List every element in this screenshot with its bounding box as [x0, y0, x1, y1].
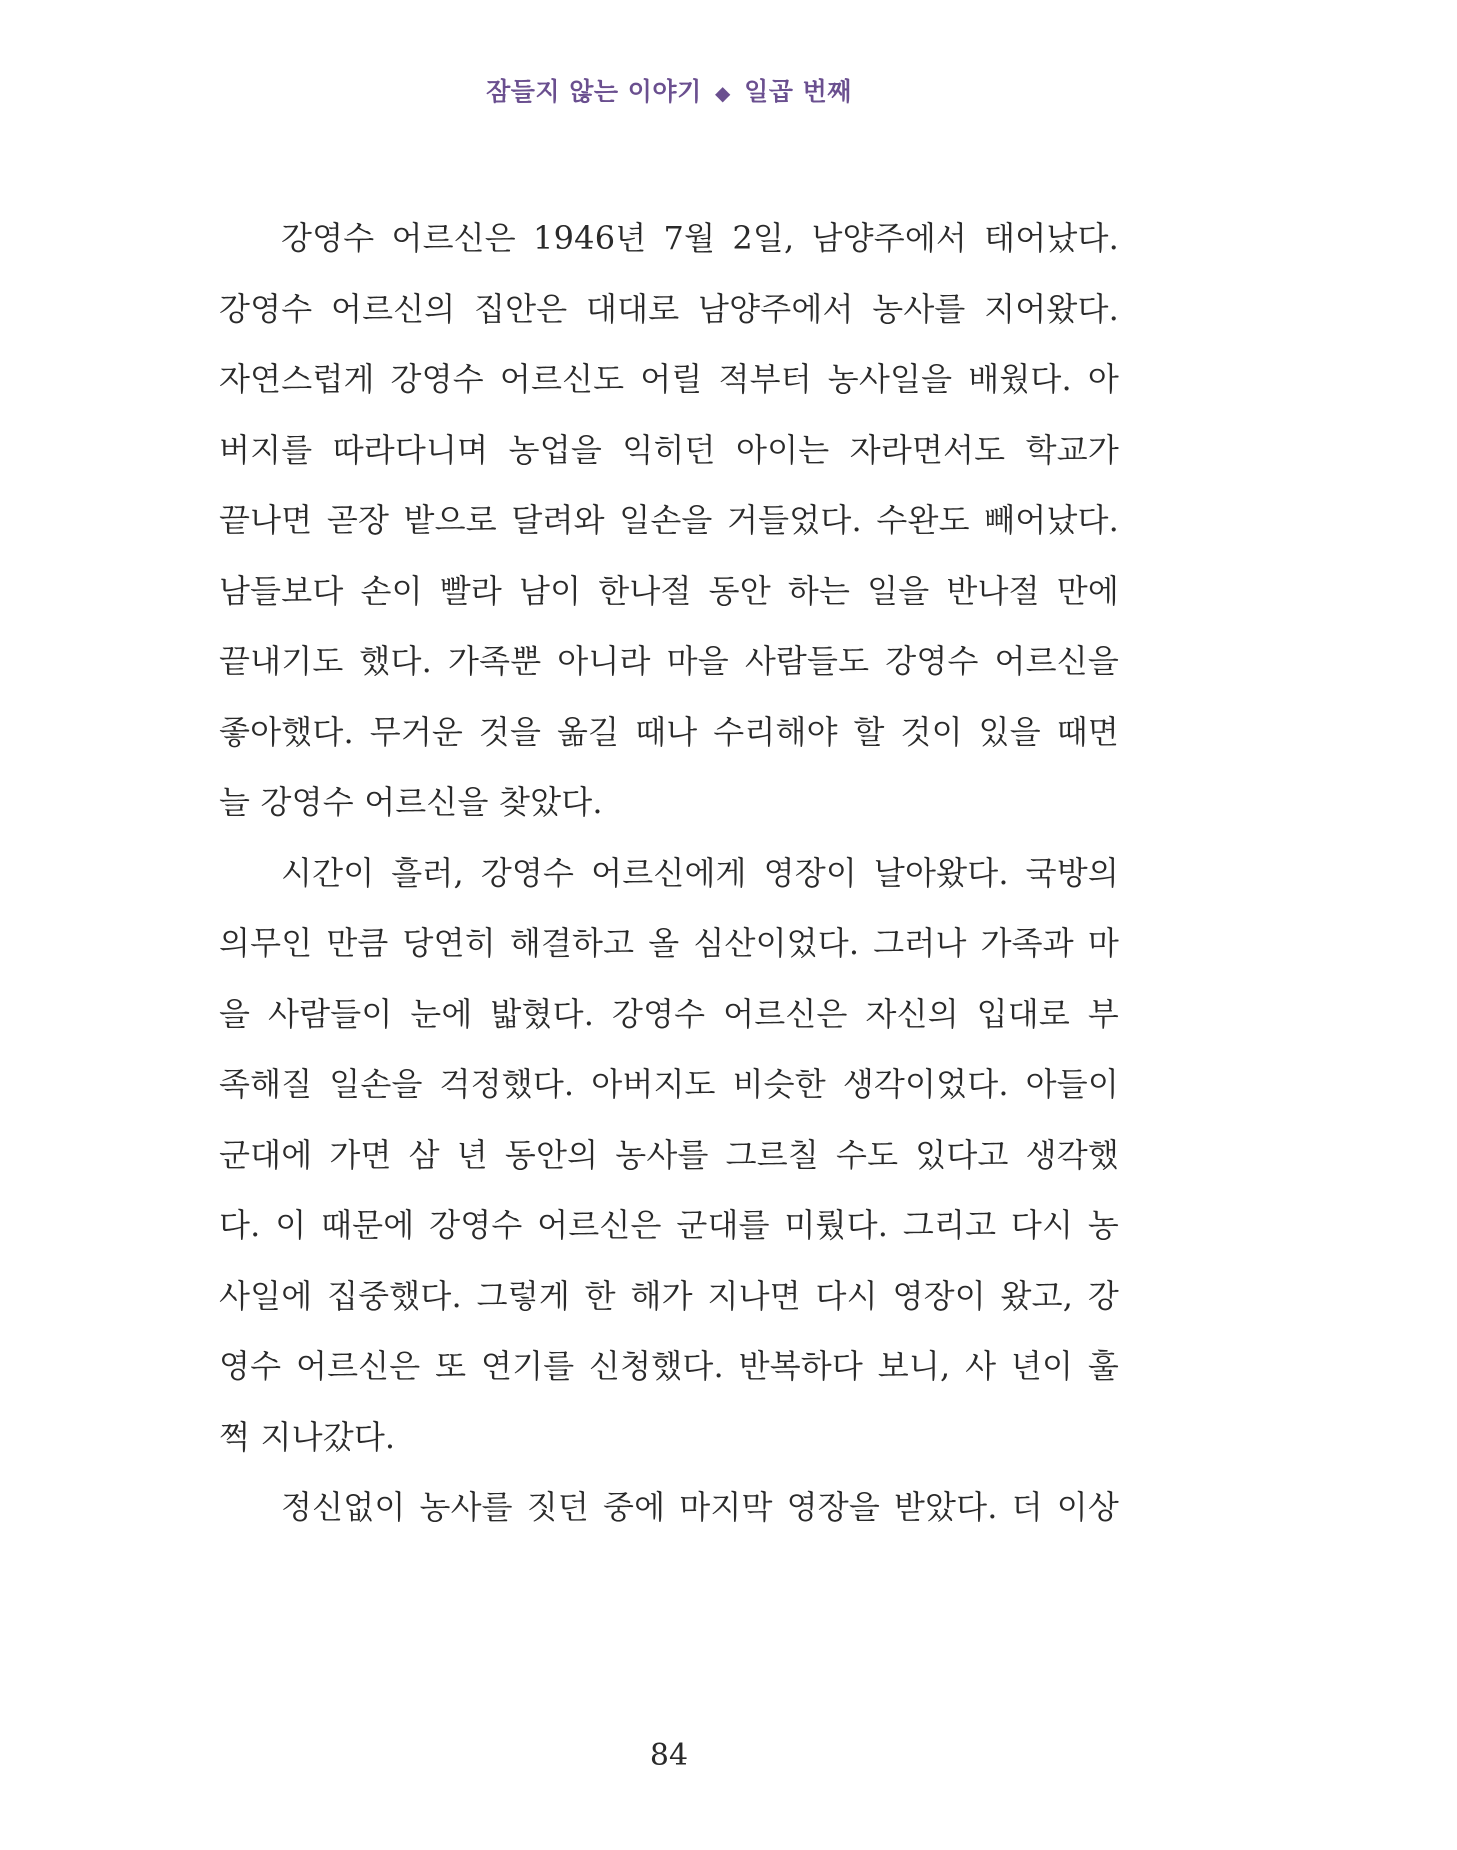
- text-line: 을 사람들이 눈에 밟혔다. 강영수 어르신은 자신의 입대로 부: [219, 994, 1119, 1033]
- text-line: 사일에 집중했다. 그렇게 한 해가 지나면 다시 영장이 왔고, 강: [219, 1276, 1119, 1315]
- text-line: 의무인 만큼 당연히 해결하고 올 심산이었다. 그러나 가족과 마: [219, 924, 1119, 962]
- text-line: 군대에 가면 삼 년 동안의 농사를 그르칠 수도 있다고 생각했: [219, 1135, 1119, 1174]
- text-line: 시간이 흘러, 강영수 어르신에게 영장이 날아왔다. 국방의: [281, 853, 1119, 892]
- text-line: 남들보다 손이 빨라 남이 한나절 동안 하는 일을 반나절 만에: [219, 571, 1119, 610]
- page-number: 84: [649, 1738, 689, 1773]
- body-text: [219, 203, 1119, 1543]
- text-line: 족해질 일손을 걱정했다. 아버지도 비슷한 생각이었다. 아들이: [219, 1065, 1119, 1103]
- book-title: 잠들지 않는 이야기: [486, 77, 702, 106]
- text-line: 끝나면 곧장 밭으로 달려와 일손을 거들었다. 수완도 빼어났다.: [219, 501, 1119, 539]
- text-line: 정신없이 농사를 짓던 중에 마지막 영장을 받았다. 더 이상: [281, 1488, 1119, 1526]
- text-line: 강영수 어르신의 집안은 대대로 남양주에서 농사를 지어왔다.: [219, 289, 1119, 328]
- chapter-label: 일곱 번째: [744, 77, 852, 106]
- text-line: 늘 강영수 어르신을 찾았다.: [219, 783, 603, 821]
- text-line: 끝내기도 했다. 가족뿐 아니라 마을 사람들도 강영수 어르신을: [219, 642, 1119, 680]
- text-line: 영수 어르신은 또 연기를 신청했다. 반복하다 보니, 사 년이 훌: [219, 1347, 1119, 1385]
- text-line: 강영수 어르신은 1946년 7월 2일, 남양주에서 태어났다.: [281, 219, 1119, 257]
- text-line: 좋아했다. 무거운 것을 옮길 때나 수리해야 할 것이 있을 때면: [219, 712, 1119, 751]
- text-line: 쩍 지나갔다.: [219, 1417, 396, 1456]
- text-line: 버지를 따라다니며 농업을 익히던 아이는 자라면서도 학교가: [219, 430, 1119, 469]
- text-line: 자연스럽게 강영수 어르신도 어릴 적부터 농사일을 배웠다. 아: [219, 360, 1119, 398]
- text-line: 다. 이 때문에 강영수 어르신은 군대를 미뤘다. 그리고 다시 농: [219, 1206, 1119, 1244]
- diamond-icon: ◆: [714, 81, 731, 105]
- running-header: [0, 72, 1338, 108]
